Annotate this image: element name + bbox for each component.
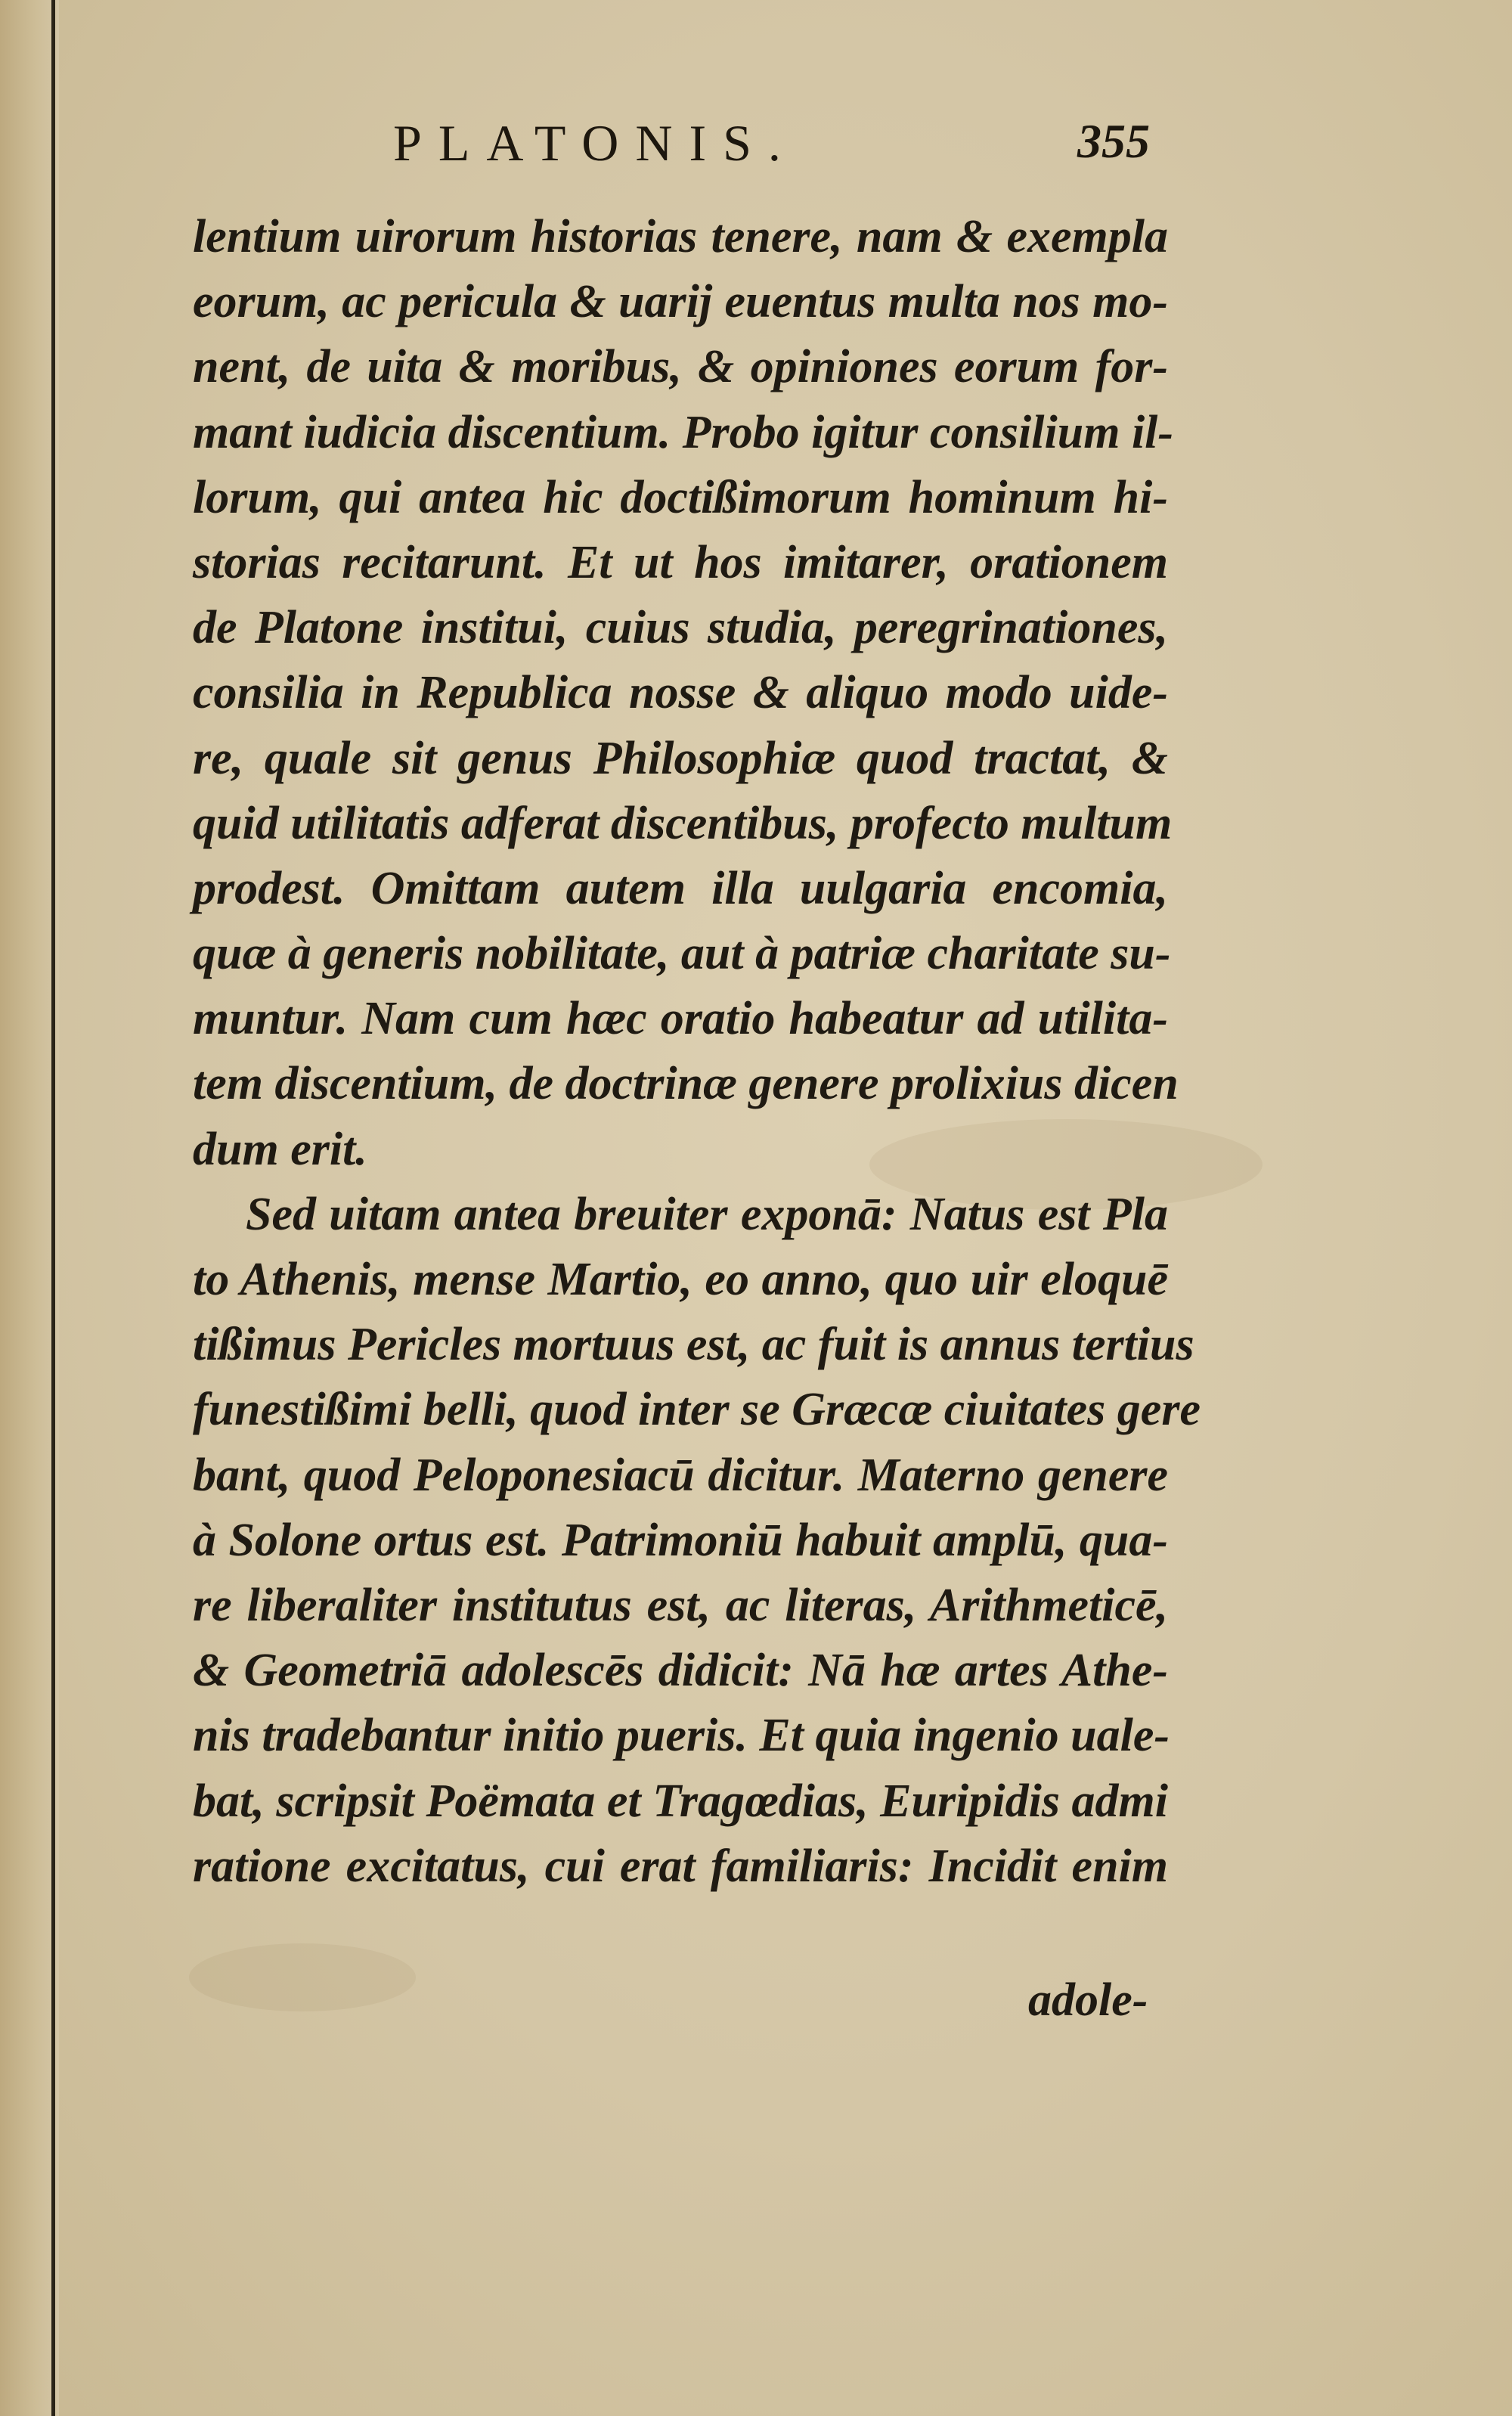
text-line: tem discentium, de doctrinæ genere prolixius dicen [193,1058,1179,1110]
text-line: dum erit. [193,1123,367,1175]
text-line: funestißimi belli, quod inter se Græcæ ciuitates gere [193,1384,1201,1436]
running-head-title: PLATONIS. [393,114,798,172]
text-line: de Platone institui, cuius studia, peregrinationes, [193,602,1168,654]
catchword: adole- [1028,1974,1148,2026]
text-line: muntur. Nam cum hæc oratio habeatur ad utilita- [193,993,1168,1045]
text-line: mant iudicia discentium. Probo igitur consilium il- [193,406,1174,458]
text-line: bant, quod Peloponesiacū dicitur. Materno genere [193,1449,1168,1501]
page-gutter [0,0,59,2416]
text-line: nent, de uita & moribus, & opiniones eorum for- [193,341,1168,393]
text-line: nis tradebantur initio pueris. Et quia ingenio uale- [193,1710,1170,1762]
page-number: 355 [1077,114,1150,168]
text-line: ratione excitatus, cui erat familiaris: Incidit enim [193,1840,1168,1892]
body-text [193,204,1201,1899]
text-line: re, quale sit genus Philosophiæ quod tractat, & [193,732,1168,784]
text-line: consilia in Republica nosse & aliquo modo uide- [193,667,1168,719]
text-line: lorum, qui antea hic doctißimorum hominum hi- [193,471,1168,523]
gutter-rule [51,0,55,2416]
text-line: prodest. Omittam autem illa uulgaria encomia, [193,862,1168,914]
running-head [0,113,1512,181]
text-line: re liberaliter institutus est, ac literas, Arithmeticē, [193,1579,1168,1631]
text-line: quid utilitatis adferat discentibus, profecto multum [193,797,1173,849]
paper-stain [189,1943,416,2011]
text-line: bat, scripsit Poëmata et Tragœdias, Euripidis admi [193,1775,1168,1827]
text-line: & Geometriā adolescēs didicit: Nā hæ artes Athe- [193,1645,1168,1697]
text-line: tißimus Pericles mortuus est, ac fuit is annus tertius [193,1319,1194,1371]
text-line: to Athenis, mense Martio, eo anno, quo uir eloquē [193,1254,1168,1305]
text-line: lentium uirorum historias tenere, nam & exempla [193,211,1168,262]
text-line: à Solone ortus est. Patrimoniū habuit amplū, qua- [193,1514,1168,1566]
text-line: quæ à generis nobilitate, aut à patriæ charitate su- [193,928,1171,980]
text-line: Sed uitam antea breuiter exponā: Natus est Pla [246,1188,1168,1240]
text-line: eorum, ac pericula & uarij euentus multa nos mo- [193,276,1168,328]
text-line: storias recitarunt. Et ut hos imitarer, orationem [193,536,1168,588]
